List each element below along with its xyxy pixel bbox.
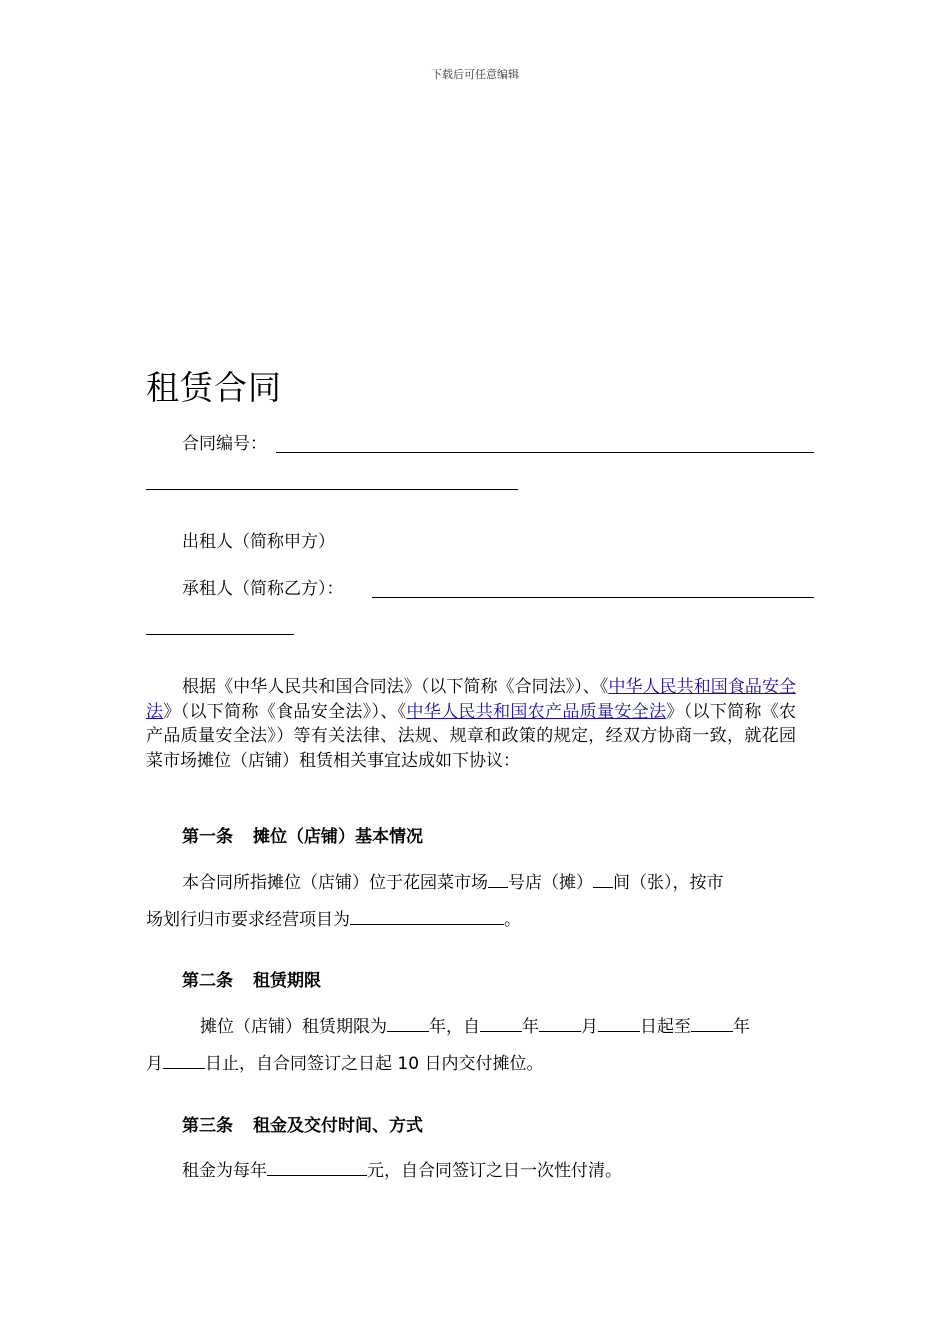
business-item-blank[interactable] <box>350 906 504 925</box>
article-1-line-1 <box>182 869 724 895</box>
lessee-blank[interactable] <box>372 597 814 598</box>
document-title: 租赁合同 <box>146 368 282 407</box>
article-3-number: 第三条 <box>182 1116 233 1136</box>
contract-number-line <box>182 432 267 456</box>
intro-text-2: 》（以下简称《食品安全法》）、《 <box>163 701 407 722</box>
article-2-line-2 <box>146 1050 543 1076</box>
intro-text-1: 根据《中华人民共和国合同法》（以下简称《合同法》）、《 <box>182 677 609 697</box>
article-2-text-7: 月 <box>146 1054 163 1074</box>
article-1-text-5: 。 <box>504 910 521 930</box>
article-2-text-5: 日起至 <box>640 1017 691 1037</box>
delivery-days: 10 <box>397 1054 420 1074</box>
stall-number-blank[interactable] <box>488 869 508 888</box>
article-1-heading <box>182 822 423 847</box>
article-3-text-2: 元，自合同签订之日一次性付清。 <box>367 1161 622 1181</box>
article-2-text-6: 年 <box>733 1017 750 1037</box>
contract-number-blank-cont[interactable] <box>146 489 518 490</box>
article-1-line-2 <box>146 906 521 932</box>
lessor-line <box>182 530 335 554</box>
term-years-blank[interactable] <box>387 1013 429 1032</box>
agri-product-law-link[interactable]: 中华人民共和国农产品质量安全法 <box>406 701 667 722</box>
stall-count-blank[interactable] <box>593 869 613 888</box>
lessee-label: 承租人（简称乙方）： <box>182 579 344 599</box>
contract-number-blank[interactable] <box>276 452 814 453</box>
article-2-text-4: 月 <box>581 1017 598 1037</box>
header-note: 下载后可任意编辑 <box>431 68 519 81</box>
article-1-text-4: 场划行归市要求经营项目为 <box>146 910 350 930</box>
article-2-line-1 <box>200 1013 750 1039</box>
article-3-heading <box>182 1111 423 1136</box>
article-1-text-1: 本合同所指摊位（店铺）位于花园菜市场 <box>182 873 488 893</box>
article-1-number: 第一条 <box>182 827 233 847</box>
food-safety-law-link[interactable]: 中华人民共和国食品安全法 <box>146 677 797 722</box>
start-year-blank[interactable] <box>480 1013 522 1032</box>
article-3-title: 租金及交付时间、方式 <box>253 1116 423 1136</box>
article-2-number: 第二条 <box>182 971 233 991</box>
article-3-text-1: 租金为每年 <box>182 1161 267 1181</box>
lessor-label: 出租人（简称甲方） <box>182 532 335 552</box>
intro-text-3: 》（以下简称《农产品质量安全法》）等有关法律、法规、规章和政策的规定，经双方协商一致，就花园菜市场摊位（店铺）租赁相关事宜达成如下协议： <box>146 701 797 771</box>
end-day-blank[interactable] <box>163 1050 205 1069</box>
article-2-heading <box>182 966 321 991</box>
article-1-title: 摊位（店铺）基本情况 <box>253 827 423 847</box>
article-1-text-2: 号店（摊） <box>508 873 593 893</box>
lessee-blank-cont[interactable] <box>146 634 294 635</box>
intro-paragraph <box>146 675 796 773</box>
article-2-text-3: 年 <box>522 1017 539 1037</box>
article-1-text-3: 间（张），按市 <box>613 873 724 893</box>
annual-rent-blank[interactable] <box>267 1157 367 1176</box>
start-day-blank[interactable] <box>598 1013 640 1032</box>
article-2-text-9: 日内交付摊位。 <box>424 1054 544 1074</box>
lessee-line <box>182 577 344 601</box>
end-year-blank[interactable] <box>691 1013 733 1032</box>
article-2-text-1: 摊位（店铺）租赁期限为 <box>200 1017 387 1037</box>
article-2-text-8: 日止，自合同签订之日起 <box>205 1054 392 1074</box>
contract-number-label: 合同编号： <box>182 434 267 454</box>
article-2-title: 租赁期限 <box>253 971 321 991</box>
article-3-line-1 <box>182 1157 622 1183</box>
start-month-blank[interactable] <box>539 1013 581 1032</box>
article-2-text-2: 年，自 <box>429 1017 480 1037</box>
